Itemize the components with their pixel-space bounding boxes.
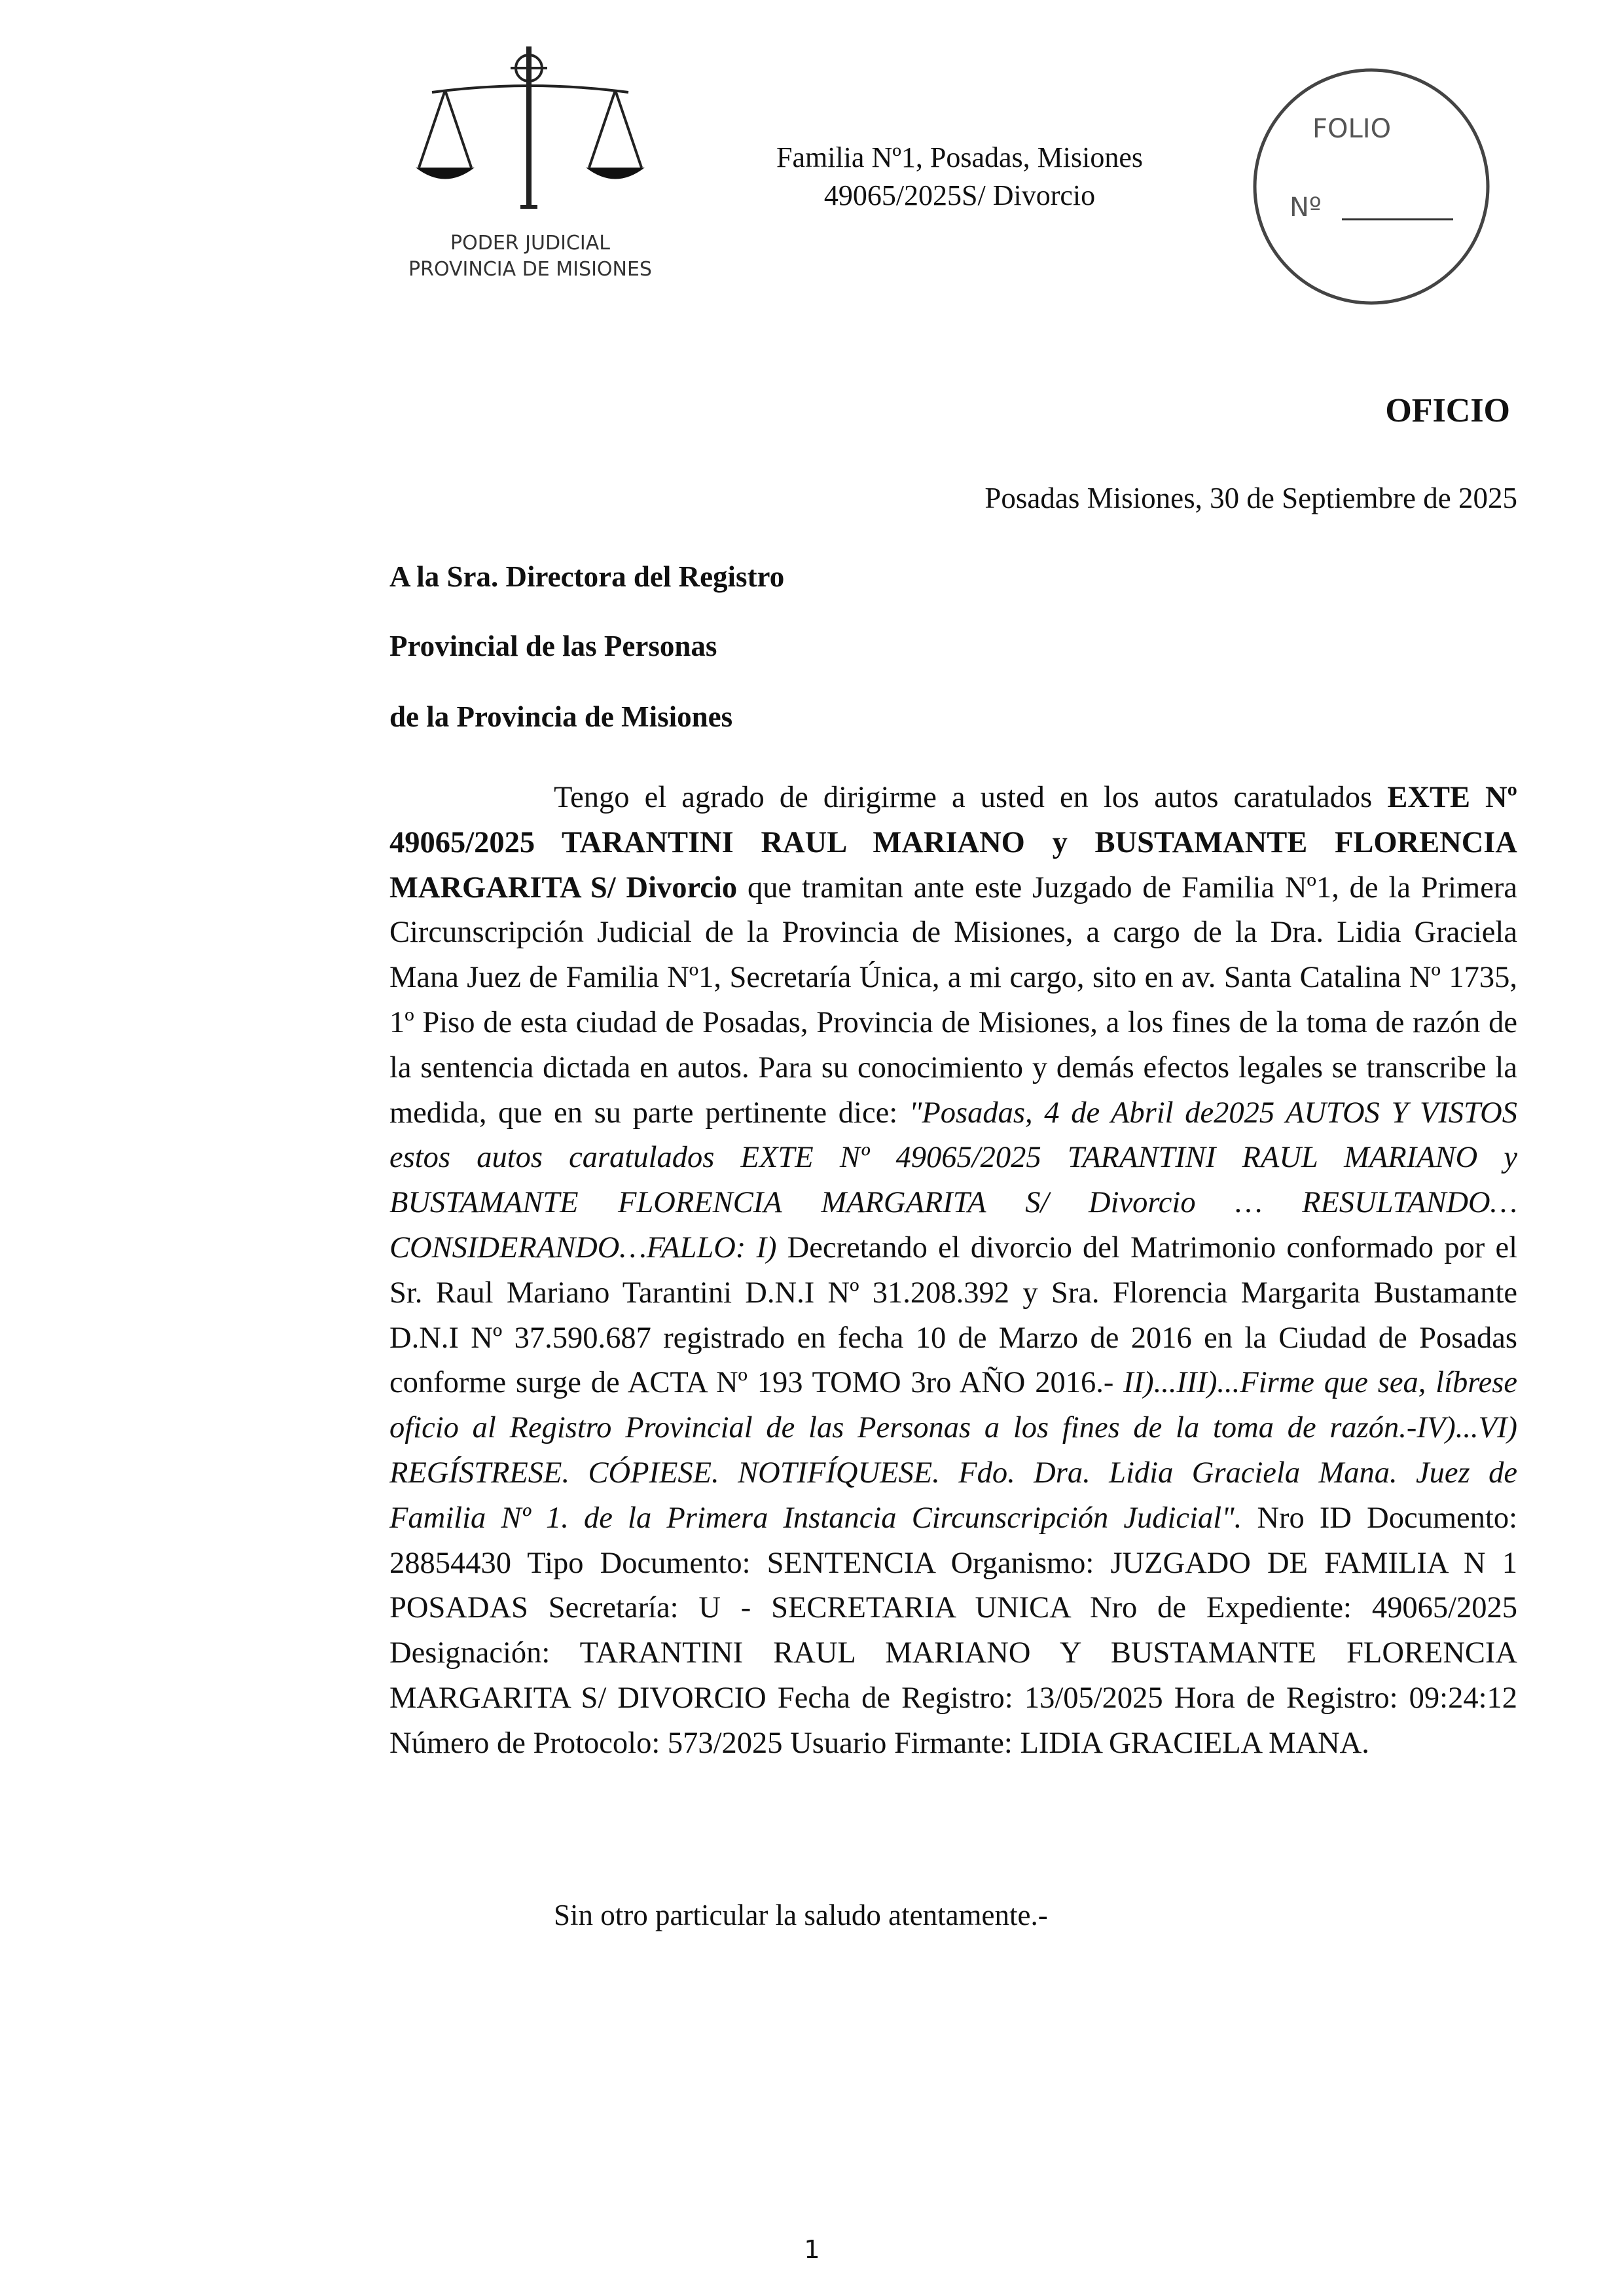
body-text-segment: Decretando el divorcio del Matrimonio conformado por el Sr. Raul Mariano Tarantini D.N.I Nº 31.208.392 y Sra. Florencia Margarita Bustamante D.N.I Nº 37.590.687 registrado en fecha 10 de Marzo de 2016 en la Ciudad de Posadas conforme surge de ACTA Nº 193 TOMO 3ro AÑO 2016.- xyxy=(389,1230,1517,1400)
body-paragraph xyxy=(389,776,1517,1767)
header-case: 49065/2025S/ Divorcio xyxy=(823,179,1096,211)
header-court: Familia Nº1, Posadas, Misiones xyxy=(776,141,1143,173)
folio-stamp xyxy=(1250,65,1492,308)
closing-line: Sin otro particular la saludo atentamente.- xyxy=(554,1899,1048,1931)
body-text-segment: Nro ID Documento: 28854430 Tipo Documento: SENTENCIA Organismo: JUZGADO DE FAMILIA N 1 POSADAS Secretaría: U - SECRETARIA UNICA Nro de Expediente: 49065/2025 Designación: TARANTINI RAUL MARIANO Y BUSTAMANTE FLORENCIA MARGARITA S/ DIVORCIO Fecha de Registro: 13/05/2025 Hora de Registro: 09:24:12 Número de Protocolo: 573/2025 Usuario Firmante: LIDIA GRACIELA MANA. xyxy=(389,1501,1517,1760)
addressee-line: Provincial de las Personas xyxy=(389,630,717,662)
body-text-segment: II)...III)...Firme que sea, líbrese oficio al Registro Provincial de las Personas a los fines de la toma de razón.-IV)...VI) REGÍSTRESE. CÓPIESE. NOTIFÍQUESE. Fdo. Dra. Lidia Graciela Mana. Juez de Familia Nº 1. de la Primera Instancia Circunscripción Judicial". xyxy=(389,1366,1517,1535)
document-date: Posadas Misiones, 30 de Septiembre de 2025 xyxy=(984,482,1517,514)
document-title: OFICIO xyxy=(1385,392,1510,429)
body-text-segment: Tengo el agrado de dirigirme a usted en los autos caratulados xyxy=(554,781,1388,814)
logo-line2: PROVINCIA DE MISIONES xyxy=(408,258,652,281)
folio-label: FOLIO xyxy=(1312,114,1392,144)
logo-line1: PODER JUDICIAL xyxy=(450,232,610,255)
page-number: 1 xyxy=(804,2235,820,2264)
addressee-line: A la Sra. Directora del Registro xyxy=(389,560,785,593)
body-text-segment: "Posadas, 4 de Abril de2025 AUTOS Y VISTOS estos autos caratulados EXTE Nº 49065/2025 TARANTINI RAUL MARIANO y BUSTAMANTE FLORENCIA MARGARITA S/ Divorcio … RESULTANDO…CONSIDERANDO…FALLO: I) xyxy=(389,1096,1518,1265)
body-text-segment: que tramitan ante este Juzgado de Familia Nº1, de la Primera Circunscripción Judicial de la Provincia de Misiones, a cargo de la Dra. Lidia Graciela Mana Juez de Familia Nº1, Secretaría Única, a mi cargo, sito en av. Santa Catalina Nº 1735, 1º Piso de esta ciudad de Posadas, Provincia de Misiones, a los fines de la toma de razón de la sentencia dictada en autos. Para su conocimiento y demás efectos legales se transcribe la medida, que en su parte pertinente dice: xyxy=(389,870,1517,1130)
body-text-segment: EXTE Nº 49065/2025 TARANTINI RAUL MARIANO y BUSTAMANTE FLORENCIA MARGARITA S/ Divorcio xyxy=(389,781,1517,905)
folio-number-label: Nº xyxy=(1290,192,1322,223)
poder-judicial-logo xyxy=(406,43,674,292)
document-header xyxy=(698,139,1221,215)
addressee-line: de la Provincia de Misiones xyxy=(389,700,733,733)
